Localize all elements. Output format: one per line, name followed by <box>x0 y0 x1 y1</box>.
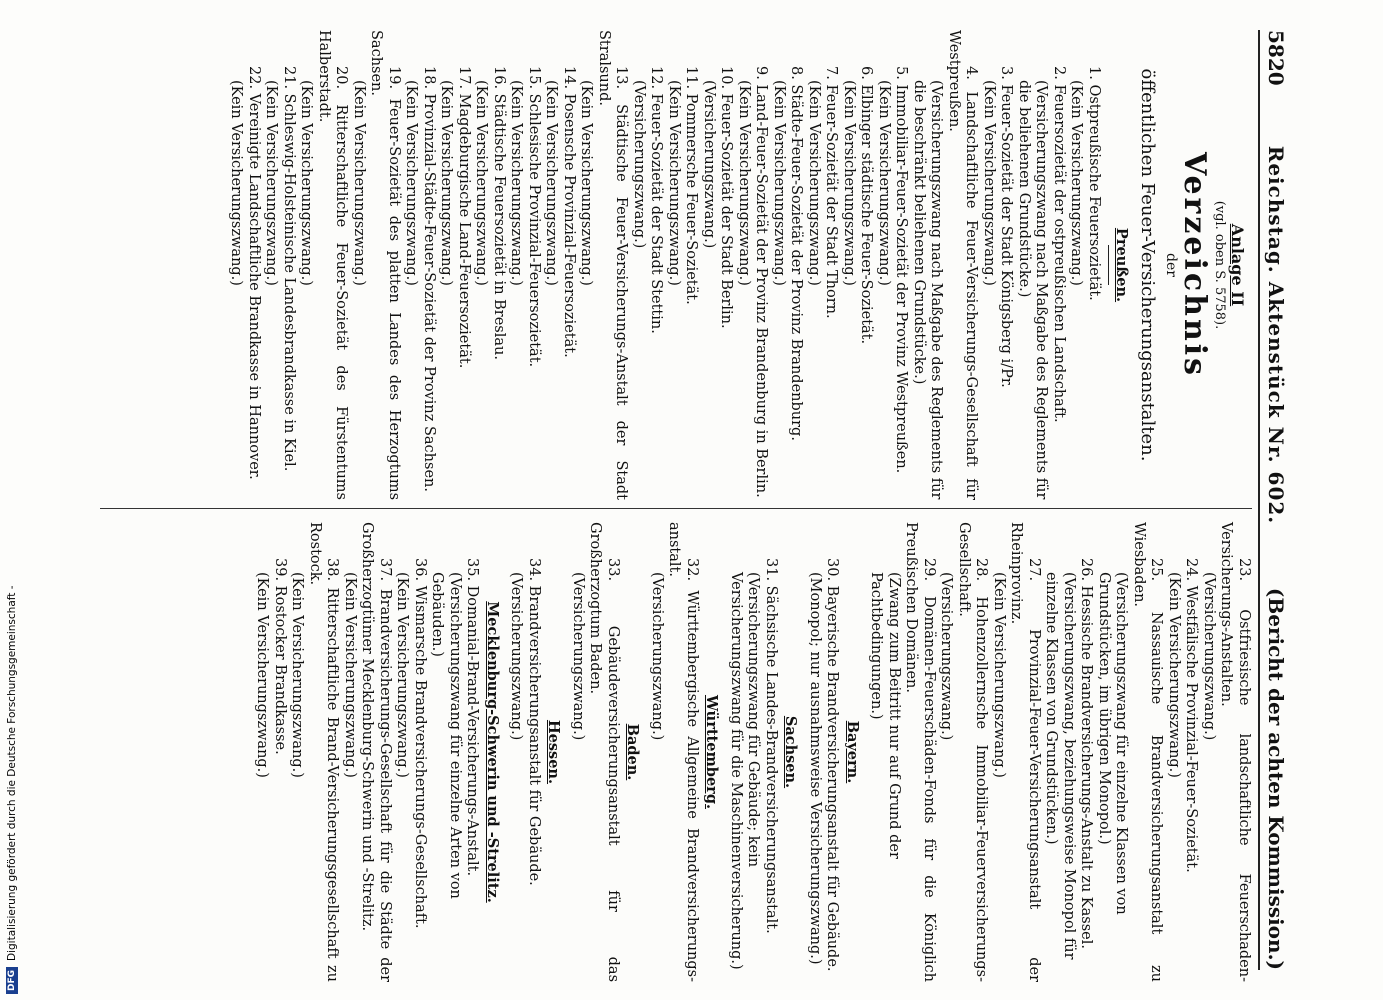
list-item <box>1042 522 1095 982</box>
list-item <box>507 522 542 982</box>
entry-number: 13. <box>613 66 630 90</box>
list-item <box>910 30 980 500</box>
entry-line <box>271 522 289 982</box>
list-item <box>990 522 1043 982</box>
entry-number: 1. <box>1086 66 1102 80</box>
entry-note: (Kein Versicherungszwang.) <box>263 80 280 286</box>
entry-title: Ritterschaftliche Brand-Versicherungsgesellschaft zu Rostock. <box>307 522 341 983</box>
list-item <box>227 30 262 500</box>
entry-number: 37. <box>377 558 393 582</box>
entry-line <box>490 30 508 500</box>
entry-number: 30. <box>824 558 841 582</box>
entry-line <box>367 30 402 500</box>
entry-line <box>1050 30 1068 500</box>
entry-line <box>857 30 875 500</box>
list-item <box>569 522 622 982</box>
entry-number: 28. <box>973 558 990 582</box>
entry-title: Bayerische Brandversicherungsanstalt für Gebäude. <box>824 585 841 972</box>
side-caption-text: Digitalisierung gefördert durch die Deutsche Forschungsgemeinschaft - <box>6 585 18 961</box>
entry-note: (Kein Versicherungszwang.) <box>342 572 358 778</box>
left-column <box>70 30 1252 500</box>
entry-number: 21. <box>281 66 297 90</box>
entry-note: (Versicherungszwang.) <box>649 572 665 741</box>
entry-line <box>1182 522 1200 982</box>
annex-label: Anlage II <box>1228 223 1247 307</box>
entry-title: Westfälische Provinzial-Feuer-Sozietät. <box>1183 585 1200 873</box>
entry-title: Brandversicherungs-Gesellschaft für die Städte der Großherzogtümer Mecklenburg-Schwerin und -Strelitz. <box>359 522 393 983</box>
entry-note: (Monopol; nur ausnahmsweise Versicherungszwang.) <box>807 572 823 965</box>
entry-title: Feuersozietät der ostpreußischen Landschaft. <box>1051 84 1067 423</box>
entry-line <box>560 30 578 500</box>
entry-title: Schleswig-Holsteinische Landesbrandkasse in Kiel. <box>281 93 297 472</box>
entry-list <box>569 522 622 982</box>
entry-line <box>586 522 621 982</box>
entry-title: Brandversicherungsanstalt für Gebäude. <box>526 585 542 886</box>
entry-line <box>455 30 473 500</box>
entry-line <box>245 30 263 500</box>
entry-number: 22. <box>246 66 262 90</box>
entry-note: (Kein Versicherungszwang.) <box>394 572 411 778</box>
entry-note: (Kein Versicherungszwang.) <box>1166 572 1182 778</box>
entry-note: (Versicherungszwang für einzelne Klassen von Grundstücken, im übrigen Monopol.) <box>1096 572 1130 915</box>
entry-number: 4. <box>963 66 980 80</box>
list-item <box>806 522 841 982</box>
entry-note: (Versicherungszwang nach Maßgabe des Reglements für die beschränkt beliehenen Grundstücke.) <box>911 80 945 500</box>
entry-note: (Kein Versicherungszwang.) <box>578 80 595 286</box>
entry-number: 26. <box>1078 558 1095 582</box>
entry-number: 9. <box>753 66 770 80</box>
entry-number: 5. <box>893 66 910 80</box>
header-title: Reichstag. Aktenstück Nr. 602. <box>1264 145 1288 525</box>
document-subtitle: öffentlichen Feuer-Versicherungsanstalten. <box>1137 68 1158 462</box>
entry-title: Magdeburgische Land-Feuersozietät. <box>456 93 472 369</box>
region-heading-baden: Baden. <box>624 723 642 781</box>
entry-title: Feuer-Sozietät der Stadt Thorn. <box>823 84 840 319</box>
list-item <box>472 30 507 500</box>
entry-number: 14. <box>561 66 577 90</box>
entry-number: 23. <box>1236 558 1252 582</box>
list-item <box>1067 30 1102 500</box>
entry-number: 29. <box>921 558 937 582</box>
region-heading-sachsen: Sachsen. <box>782 715 800 789</box>
list-item <box>542 30 577 500</box>
entry-line <box>525 522 543 982</box>
entry-number: 25. <box>1148 558 1165 582</box>
entry-number: 27. <box>1026 558 1042 582</box>
entry-note: (Kein Versicherungszwang.) <box>403 80 420 286</box>
entry-line <box>315 30 350 500</box>
entry-line <box>1130 522 1165 982</box>
entry-title: Städtische Feuersozietät in Breslau. <box>491 93 507 360</box>
entry-line <box>892 30 910 500</box>
list-item <box>648 522 701 982</box>
entry-line <box>955 522 990 982</box>
entry-line <box>358 522 393 982</box>
page-number: 5820 <box>1264 30 1288 86</box>
entry-line <box>1085 30 1103 500</box>
entry-list <box>727 522 780 982</box>
entry-line <box>411 522 429 982</box>
entry-title: Feuer-Sozietät der Stadt Berlin. <box>718 93 735 329</box>
column-divider <box>100 508 1252 509</box>
entry-title: Sächsische Landes-Brandversicherungsanstalt. <box>763 585 779 934</box>
entry-note: (Versicherungszwang nach Maßgabe des Reglements für die beliehenen Grundstücke.) <box>1016 80 1050 500</box>
entry-note: (Kein Versicherungszwang.) <box>666 80 682 286</box>
list-item <box>1015 30 1068 500</box>
entry-list <box>227 30 1102 500</box>
entry-title: Feuer-Sozietät der Stadt Königsberg i/Pr. <box>998 84 1015 388</box>
list-item <box>630 30 665 500</box>
list-item <box>1200 522 1253 982</box>
entry-line <box>647 30 665 500</box>
list-item <box>700 30 735 500</box>
entry-note: (Versicherungszwang für einzelne Arten von Gebäuden.) <box>429 572 463 899</box>
list-item <box>1095 522 1165 982</box>
entry-number: 33. <box>605 558 621 582</box>
entry-title: Immobiliar-Feuer-Sozietät der Provinz Westpreußen. <box>893 84 910 474</box>
entry-line <box>752 30 770 500</box>
entry-note: (Kein Versicherungszwang.) <box>508 80 525 286</box>
region-heading-mecklenburg: Mecklenburg-Schwerin und -Strelitz. <box>484 601 501 903</box>
entry-note: (Versicherungszwang.) <box>938 572 955 741</box>
list-item <box>980 30 1015 500</box>
entry-line <box>665 522 700 982</box>
entry-note: (Kein Versicherungszwang.) <box>771 80 787 286</box>
entry-note: (Versicherungszwang für Gebäude; kein Versicherungszwang für die Maschinenversicherung.) <box>728 572 762 970</box>
entry-title: Domanial-Brand-Versicherungs-Anstalt. <box>464 585 481 877</box>
entry-title: Hessische Brandversicherungs-Anstalt zu Kassel. <box>1078 585 1095 949</box>
entry-number: 3. <box>998 66 1015 80</box>
entry-number: 16. <box>491 66 507 90</box>
entry-line <box>945 30 980 500</box>
annex-reference: (vgl. oben S. 5758). <box>1212 200 1228 330</box>
entry-number: 24. <box>1183 558 1200 582</box>
entry-note: (Kein Versicherungszwang.) <box>473 80 490 286</box>
list-item <box>507 30 542 500</box>
entry-number: 34. <box>526 558 542 582</box>
entry-title: Nassauische Brandversicherungsanstalt zu Wiesbaden. <box>1131 522 1165 983</box>
entry-title: Rostocker Brandkasse. <box>272 585 288 755</box>
entry-list <box>507 522 542 982</box>
list-item <box>288 522 341 982</box>
entry-number: 10. <box>718 66 735 90</box>
entry-title: Landschaftliche Feuer-Versicherungs-Gesellschaft für Westpreußen. <box>946 30 980 500</box>
list-item <box>875 30 910 500</box>
entry-title: Hohenzollernsche Immobiliar-Feuerversicherungs-Gesellschaft. <box>956 522 990 982</box>
entry-number: 17. <box>456 66 472 90</box>
entry-note: (Versicherungszwang.) <box>570 572 586 741</box>
list-item <box>937 522 990 982</box>
entry-number: 35. <box>464 558 481 582</box>
entry-line <box>1077 522 1095 982</box>
entry-note: (Versicherungszwang.) <box>701 80 717 249</box>
list-item <box>428 522 481 982</box>
entry-number: 2. <box>1051 66 1067 80</box>
list-item <box>577 30 630 500</box>
entry-title: Feuer-Sozietät der Stadt Stettin. <box>648 93 665 334</box>
region-heading-bayern: Bayern. <box>844 720 861 784</box>
entry-list <box>806 522 841 982</box>
entry-note: (Kein Versicherungszwang.) <box>438 80 455 286</box>
entry-title: Pommersche Feuer-Sozietät. <box>683 93 700 305</box>
entry-line <box>682 30 700 500</box>
entry-title: Gebäudeversicherungsanstalt für das Großherzogtum Baden. <box>587 522 621 983</box>
list-item <box>735 30 770 500</box>
entry-number: 7. <box>823 66 840 80</box>
region-heading-preussen: Preußen. <box>1113 227 1131 303</box>
entry-note: (Kein Versicherungszwang.) <box>991 572 1007 778</box>
entry-line <box>902 522 937 982</box>
entry-note: (Kein Versicherungszwang.) <box>1068 80 1085 286</box>
entry-number: 32. <box>684 558 700 582</box>
entry-line <box>306 522 341 982</box>
entry-note: (Kein Versicherungszwang.) <box>298 80 315 286</box>
right-column <box>70 522 1252 982</box>
entry-number: 39. <box>272 558 288 582</box>
list-item <box>1165 522 1200 982</box>
entry-note: (Kein Versicherungszwang.) <box>736 80 752 286</box>
entry-line <box>420 30 438 500</box>
entry-note: (Versicherungszwang.) <box>1201 572 1217 741</box>
list-item <box>867 522 937 982</box>
title-connector: der <box>1163 253 1180 277</box>
list-item <box>393 522 428 982</box>
list-item <box>402 30 437 500</box>
entry-note: (Kein Versicherungszwang.) <box>806 80 822 286</box>
entry-number: 18. <box>421 66 437 90</box>
list-item <box>262 30 297 500</box>
list-item <box>805 30 840 500</box>
region-heading-wuerttemberg: Württemberg. <box>703 694 721 810</box>
entry-note: (Kein Versicherungszwang.) <box>981 80 997 286</box>
entry-number: 36. <box>412 558 428 582</box>
entry-note: (Kein Versicherungszwang.) <box>254 572 271 778</box>
entry-title: Städte-Feuer-Sozietät der Provinz Brandenburg. <box>788 84 805 441</box>
entry-title: Feuer-Sozietät des platten Landes des Herzogtums Sachsen. <box>368 30 402 501</box>
header-right: (Bericht der achten Kommission.) <box>1264 587 1288 970</box>
entry-note: (Versicherungszwang, beziehungsweise Monopol für einzelne Klassen von Grundstücken.) <box>1043 572 1077 960</box>
entry-line <box>717 30 735 500</box>
entry-title: Vereinigte Landschaftliche Brandkasse in Hannover. <box>246 93 262 480</box>
entry-line <box>762 522 780 982</box>
list-item <box>253 522 288 982</box>
entry-title: Posensche Provinzial-Feuersozietät. <box>561 93 577 358</box>
entry-number: 19. <box>386 66 402 90</box>
list-item <box>840 30 875 500</box>
section-rule <box>1108 245 1109 285</box>
document-title: Verzeichnis <box>1177 151 1212 379</box>
entry-note: (Kein Versicherungszwang.) <box>351 80 367 286</box>
entry-note: (Versicherungszwang.) <box>631 80 647 249</box>
entry-title: Württembergische Allgemeine Brandversicherungs-anstalt. <box>666 522 700 983</box>
entry-number: 38. <box>324 558 341 582</box>
list-item <box>350 30 403 500</box>
list-item <box>341 522 394 982</box>
entry-note: (Zwang zum Beitritt nur auf Grund der Pachtbedingungen.) <box>868 572 902 859</box>
entry-note: (Kein Versicherungszwang.) <box>876 80 892 286</box>
entry-line <box>1007 522 1042 982</box>
region-heading-hessen: Hessen. <box>545 719 563 785</box>
entry-line <box>822 30 840 500</box>
entry-title: Ostfriesische landschaftliche Feuerschaden-Versicherungs-Anstalten. <box>1218 522 1252 982</box>
entry-title: Wismarsche Brandversicherungs-Gesellschaft. <box>412 585 428 929</box>
entry-number: 8. <box>788 66 805 80</box>
entry-number: 20. <box>333 66 350 90</box>
entry-note: (Kein Versicherungszwang.) <box>543 80 560 286</box>
entry-line <box>997 30 1015 500</box>
document-page <box>60 0 1310 990</box>
side-caption <box>2 0 22 1000</box>
entry-note: (Kein Versicherungszwang.) <box>841 80 857 286</box>
entry-number: 12. <box>648 66 665 90</box>
list-item <box>437 30 472 500</box>
list-item <box>665 30 700 500</box>
entry-note: (Kein Versicherungszwang.) <box>289 572 306 778</box>
entry-title: Städtische Feuer-Versicherungs-Anstalt der Stadt Stralsund. <box>596 30 630 500</box>
list-item <box>727 522 780 982</box>
entry-note: (Kein Versicherungszwang.) <box>228 80 245 286</box>
running-header <box>1258 30 1292 970</box>
list-item <box>297 30 350 500</box>
entry-title: Schlesische Provinzial-Feuersozietät. <box>526 93 542 368</box>
entry-number: 31. <box>763 558 779 582</box>
entry-title: Land-Feuer-Sozietät der Provinz Brandenburg in Berlin. <box>753 84 770 498</box>
dfg-logo: DFG <box>6 967 18 994</box>
entry-line <box>595 30 630 500</box>
entry-title: Elbinger städtische Feuer-Sozietät. <box>858 84 875 345</box>
entry-line <box>280 30 298 500</box>
entry-title: Domänen-Feuerschäden-Fonds für die Königlich Preußischen Domänen. <box>903 522 937 982</box>
list-item <box>770 30 805 500</box>
entry-number: 15. <box>526 66 542 90</box>
entry-note: (Versicherungszwang.) <box>508 572 525 741</box>
entry-line <box>787 30 805 500</box>
entry-number: 11. <box>683 66 700 90</box>
entry-line <box>823 522 841 982</box>
entry-number: 6. <box>858 66 875 80</box>
entry-title: Provinzial-Feuer-Versicherungsanstalt der Rheinprovinz. <box>1008 522 1042 982</box>
entry-line <box>463 522 481 982</box>
entry-list <box>867 522 1252 982</box>
entry-line <box>525 30 543 500</box>
entry-list <box>648 522 701 982</box>
entry-title: Ritterschaftliche Feuer-Sozietät des Fürstentums Halberstadt. <box>316 30 350 500</box>
entry-title: Ostpreußische Feuersozietät. <box>1086 84 1102 301</box>
entry-list <box>253 522 481 982</box>
entry-title: Provinzial-Städte-Feuer-Sozietät der Provinz Sachsen. <box>421 93 437 492</box>
entry-line <box>1217 522 1252 982</box>
